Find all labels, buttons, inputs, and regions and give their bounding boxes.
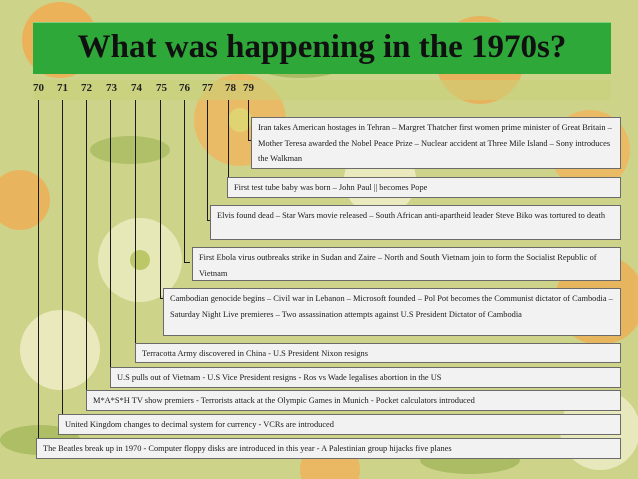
connector-72 [86,100,87,398]
event-box-72: M*A*S*H TV show premiers - Terrorists attack at the Olympic Games in Munich - Pocket calculators introduced [86,390,621,411]
connector-77 [207,100,208,220]
year-label-70: 70 [33,82,44,94]
event-box-74: Terracotta Army discovered in China - U.S President Nixon resigns [135,343,621,363]
connector-70 [38,100,39,445]
event-box-79: Iran takes American hostages in Tehran – Margret Thatcher first women prime minister of Great Britain – Mother Teresa awarded the Nobel Peace Prize – Nuclear accident at Three Mile Island – Sony introduces the Walkman [251,117,621,169]
event-box-78: First test tube baby was born – John Paul || becomes Pope [227,177,621,198]
year-axis [33,80,611,100]
title-banner [33,22,611,74]
year-label-73: 73 [106,82,117,94]
connector-78 [228,100,229,188]
connector-74 [135,100,136,352]
event-box-70: The Beatles break up in 1970 - Computer floppy disks are introduced in this year - A Palestinian group hijacks five planes [36,438,621,459]
year-label-72: 72 [81,82,92,94]
event-box-71: United Kingdom changes to decimal system for currency - VCRs are introduced [58,414,621,435]
year-label-71: 71 [57,82,68,94]
event-box-75: Cambodian genocide begins – Civil war in Lebanon – Microsoft founded – Pol Pot becomes the Communist dictator of Cambodia – Saturday Night Live premieres – Two assassination attempts against U.S President Dictator of Cambodia [163,288,621,336]
event-box-77: Elvis found dead – Star Wars movie released – South African anti-apartheid leader Steve Biko was tortured to death [210,205,621,240]
page-title: What was happening in the 1970s? [77,29,567,65]
event-box-73: U.S pulls out of Vietnam - U.S Vice President resigns - Ros vs Wade legalises abortion in the US [110,367,621,388]
year-label-75: 75 [156,82,167,94]
connector-tick-76 [184,262,190,263]
event-box-76: First Ebola virus outbreaks strike in Sudan and Zaire – North and South Vietnam join to form the Socialist Republic of Vietnam [192,247,621,281]
year-label-79: 79 [243,82,254,94]
year-label-76: 76 [179,82,190,94]
year-label-74: 74 [131,82,142,94]
connector-73 [110,100,111,375]
connector-75 [160,100,161,298]
connector-76 [184,100,185,262]
year-label-77: 77 [202,82,213,94]
year-label-78: 78 [225,82,236,94]
connector-79 [248,100,249,140]
connector-71 [62,100,63,422]
